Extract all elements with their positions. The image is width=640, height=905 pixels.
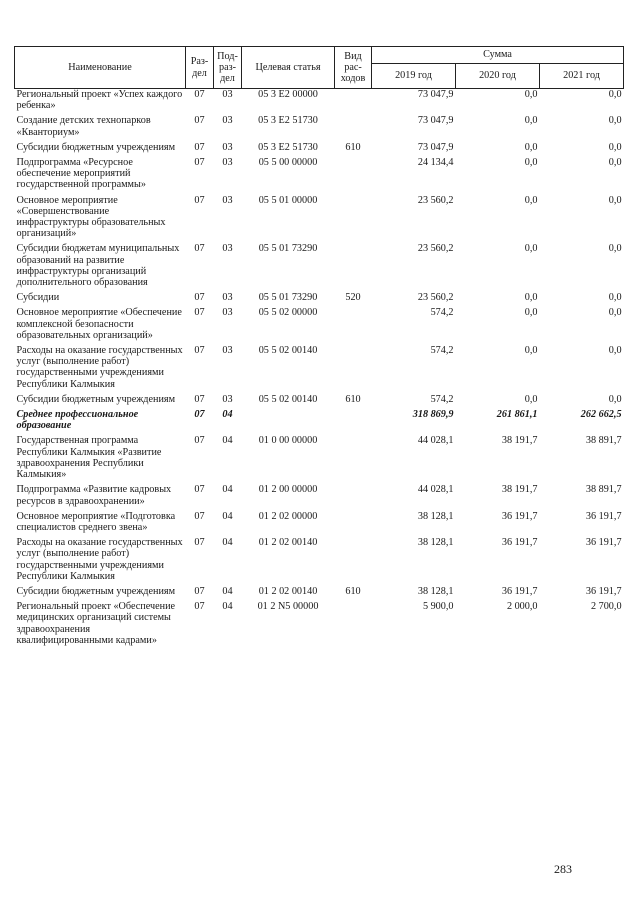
row-vid-rashodov: 610 [345, 585, 361, 597]
header-2019: 2019 год [372, 64, 456, 89]
header-2021: 2021 год [540, 64, 624, 89]
row-podrazdel: 04 [222, 510, 233, 522]
row-2021: 0,0 [608, 141, 622, 153]
row-podrazdel: 03 [222, 292, 233, 304]
row-2019: 574,2 [430, 393, 454, 405]
row-vid-rashodov [335, 157, 372, 195]
row-vid-rashodov [335, 601, 372, 650]
row-podrazdel: 04 [222, 409, 233, 421]
row-name: Подпрограмма «Развитие кадровых ресурсов в здравоохранении» [16, 484, 172, 507]
row-2021: 36 191,7 [585, 585, 622, 597]
table-header [15, 47, 624, 89]
row-2021: 0,0 [608, 345, 622, 357]
row-2020: 36 191,7 [501, 537, 538, 549]
row-2020: 0,0 [524, 115, 538, 127]
row-celevaya-statya: 05 3 E2 51730 [258, 141, 318, 153]
row-2019: 38 128,1 [417, 537, 454, 549]
budget-table [14, 46, 624, 650]
table-row [15, 142, 624, 157]
row-vid-rashodov [335, 511, 372, 537]
row-vid-rashodov [335, 243, 372, 292]
table-row [15, 537, 624, 586]
row-vid-rashodov [335, 89, 372, 116]
row-razdel: 07 [194, 345, 205, 357]
row-name: Расходы на оказание государственных услуг (выполнение работ) государственными учреждениями Республики Калмыкия [16, 345, 183, 390]
budget-sheet [14, 46, 624, 650]
row-podrazdel: 03 [222, 89, 233, 100]
row-2019: 24 134,4 [417, 157, 454, 169]
row-2019: 574,2 [430, 307, 454, 319]
row-2020: 0,0 [524, 243, 538, 255]
row-celevaya-statya: 01 2 N5 00000 [257, 601, 319, 613]
row-celevaya-statya: 01 2 02 00140 [258, 537, 318, 549]
row-2019: 23 560,2 [417, 194, 454, 206]
row-podrazdel: 04 [222, 537, 233, 549]
row-2020: 2 000,0 [506, 601, 538, 613]
row-2021: 262 662,5 [580, 409, 622, 421]
row-razdel: 07 [194, 194, 205, 206]
row-razdel: 07 [194, 409, 205, 421]
table-row [15, 157, 624, 195]
row-2019: 574,2 [430, 345, 454, 357]
header-vid-rashodov: Вид рас- ходов [335, 47, 372, 89]
row-name: Среднее профессиональное образование [16, 409, 139, 432]
row-2019: 23 560,2 [417, 243, 454, 255]
header-podrazdel: Под- раз- дел [214, 47, 242, 89]
row-2021: 0,0 [608, 307, 622, 319]
row-2019: 44 028,1 [417, 435, 454, 447]
row-name: Государственная программа Республики Калмыкия «Развитие здравоохранения Республики Калмыкия» [16, 435, 162, 481]
header-razdel: Раз- дел [186, 47, 214, 89]
row-2021: 0,0 [608, 89, 622, 100]
table-row [15, 345, 624, 394]
row-2021: 0,0 [608, 243, 622, 255]
header-celevaya-statya: Целевая статья [242, 47, 335, 89]
table-body [15, 89, 624, 650]
row-2020: 0,0 [524, 89, 538, 100]
row-razdel: 07 [194, 585, 205, 597]
row-2019: 73 047,9 [417, 141, 454, 153]
row-vid-rashodov [335, 345, 372, 394]
row-2020: 0,0 [524, 393, 538, 405]
row-podrazdel: 03 [222, 243, 233, 255]
row-vid-rashodov [335, 435, 372, 484]
row-celevaya-statya: 05 3 E2 51730 [258, 115, 318, 127]
row-celevaya-statya: 05 5 02 00140 [258, 393, 318, 405]
header-2020: 2020 год [456, 64, 540, 89]
row-celevaya-statya: 05 5 02 00140 [258, 345, 318, 357]
row-name: Субсидии бюджетным учреждениям [16, 585, 176, 597]
row-vid-rashodov [335, 195, 372, 244]
row-2020: 0,0 [524, 345, 538, 357]
row-2021: 0,0 [608, 115, 622, 127]
row-name: Создание детских технопарков «Кванториум» [16, 115, 151, 138]
row-celevaya-statya: 01 2 02 00140 [258, 585, 318, 597]
row-2020: 0,0 [524, 157, 538, 169]
row-razdel: 07 [194, 307, 205, 319]
table-row [15, 195, 624, 244]
row-name: Основное мероприятие «Подготовка специалистов среднего звена» [16, 510, 176, 533]
row-name: Основное мероприятие «Обеспечение комплексной безопасности образовательных организаций» [16, 307, 182, 341]
row-vid-rashodov [335, 307, 372, 345]
row-name: Региональный проект «Обеспечение медицинских организаций системы здравоохранения квалифицированными кадрами» [16, 601, 176, 646]
row-2019: 23 560,2 [417, 292, 454, 304]
header-summa: Сумма [372, 47, 624, 64]
row-celevaya-statya: 01 0 00 00000 [258, 435, 318, 447]
row-2021: 36 191,7 [585, 510, 622, 522]
row-razdel: 07 [194, 537, 205, 549]
row-razdel: 07 [194, 393, 205, 405]
row-2021: 0,0 [608, 194, 622, 206]
table-row [15, 292, 624, 307]
row-2019: 318 869,9 [412, 409, 454, 421]
row-2021: 38 891,7 [585, 435, 622, 447]
row-razdel: 07 [194, 157, 205, 169]
row-name: Субсидии бюджетным учреждениям [16, 393, 176, 405]
row-podrazdel: 03 [222, 194, 233, 206]
row-vid-rashodov [335, 409, 372, 435]
header-name: Наименование [15, 47, 186, 89]
row-celevaya-statya: 05 5 01 00000 [258, 194, 318, 206]
row-2020: 38 191,7 [501, 484, 538, 496]
row-podrazdel: 03 [222, 307, 233, 319]
row-celevaya-statya: 01 2 02 00000 [258, 510, 318, 522]
row-2021: 38 891,7 [585, 484, 622, 496]
row-celevaya-statya: 05 5 00 00000 [258, 157, 318, 169]
row-2021: 0,0 [608, 292, 622, 304]
table-row [15, 307, 624, 345]
row-razdel: 07 [194, 601, 205, 613]
row-vid-rashodov: 610 [345, 141, 361, 153]
row-2020: 0,0 [524, 307, 538, 319]
row-razdel: 07 [194, 510, 205, 522]
row-celevaya-statya: 05 3 E2 00000 [258, 89, 318, 100]
row-2019: 73 047,9 [417, 115, 454, 127]
row-celevaya-statya: 01 2 00 00000 [258, 484, 318, 496]
row-2020: 0,0 [524, 292, 538, 304]
page-number: 283 [554, 862, 572, 876]
row-podrazdel: 04 [222, 435, 233, 447]
table-row [15, 115, 624, 141]
row-razdel: 07 [194, 243, 205, 255]
row-vid-rashodov [335, 537, 372, 586]
row-razdel: 07 [194, 89, 205, 100]
row-name: Региональный проект «Успех каждого ребенка» [16, 89, 183, 112]
row-podrazdel: 03 [222, 141, 233, 153]
row-2020: 38 191,7 [501, 435, 538, 447]
row-podrazdel: 03 [222, 345, 233, 357]
table-row [15, 394, 624, 409]
row-vid-rashodov: 520 [345, 292, 361, 304]
row-2021: 0,0 [608, 393, 622, 405]
row-razdel: 07 [194, 435, 205, 447]
row-2019: 73 047,9 [417, 89, 454, 100]
row-2021: 2 700,0 [590, 601, 622, 613]
row-name: Субсидии [16, 292, 60, 304]
row-2019: 38 128,1 [417, 585, 454, 597]
row-podrazdel: 03 [222, 115, 233, 127]
row-name: Подпрограмма «Ресурсное обеспечение мероприятий государственной программы» [16, 157, 146, 191]
table-row [15, 409, 624, 435]
row-2021: 36 191,7 [585, 537, 622, 549]
table-row [15, 601, 624, 650]
row-name: Субсидии бюджетным учреждениям [16, 141, 176, 153]
row-podrazdel: 04 [222, 601, 233, 613]
row-2020: 261 861,1 [496, 409, 538, 421]
row-2020: 36 191,7 [501, 585, 538, 597]
row-2019: 44 028,1 [417, 484, 454, 496]
row-vid-rashodov: 610 [345, 393, 361, 405]
row-podrazdel: 04 [222, 585, 233, 597]
row-podrazdel: 03 [222, 393, 233, 405]
table-row [15, 511, 624, 537]
row-vid-rashodov [335, 484, 372, 510]
row-celevaya-statya [242, 409, 335, 435]
row-2020: 0,0 [524, 141, 538, 153]
row-name: Расходы на оказание государственных услуг (выполнение работ) государственными учреждениями Республики Калмыкия [16, 537, 183, 582]
row-podrazdel: 03 [222, 157, 233, 169]
table-row [15, 89, 624, 116]
row-celevaya-statya: 05 5 01 73290 [258, 243, 318, 255]
row-razdel: 07 [194, 115, 205, 127]
row-2020: 36 191,7 [501, 510, 538, 522]
table-row [15, 435, 624, 484]
row-vid-rashodov [335, 115, 372, 141]
table-row [15, 243, 624, 292]
row-celevaya-statya: 05 5 01 73290 [258, 292, 318, 304]
row-2021: 0,0 [608, 157, 622, 169]
row-razdel: 07 [194, 292, 205, 304]
table-row [15, 586, 624, 601]
row-razdel: 07 [194, 141, 205, 153]
table-row [15, 484, 624, 510]
row-2019: 38 128,1 [417, 510, 454, 522]
row-celevaya-statya: 05 5 02 00000 [258, 307, 318, 319]
row-name: Основное мероприятие «Совершенствование инфраструктуры образовательных организаций» [16, 194, 166, 240]
row-name: Субсидии бюджетам муниципальных образований на развитие инфраструктуры организаций дополнительного образования [16, 243, 180, 289]
row-podrazdel: 04 [222, 484, 233, 496]
row-2020: 0,0 [524, 194, 538, 206]
row-2019: 5 900,0 [422, 601, 454, 613]
row-razdel: 07 [194, 484, 205, 496]
